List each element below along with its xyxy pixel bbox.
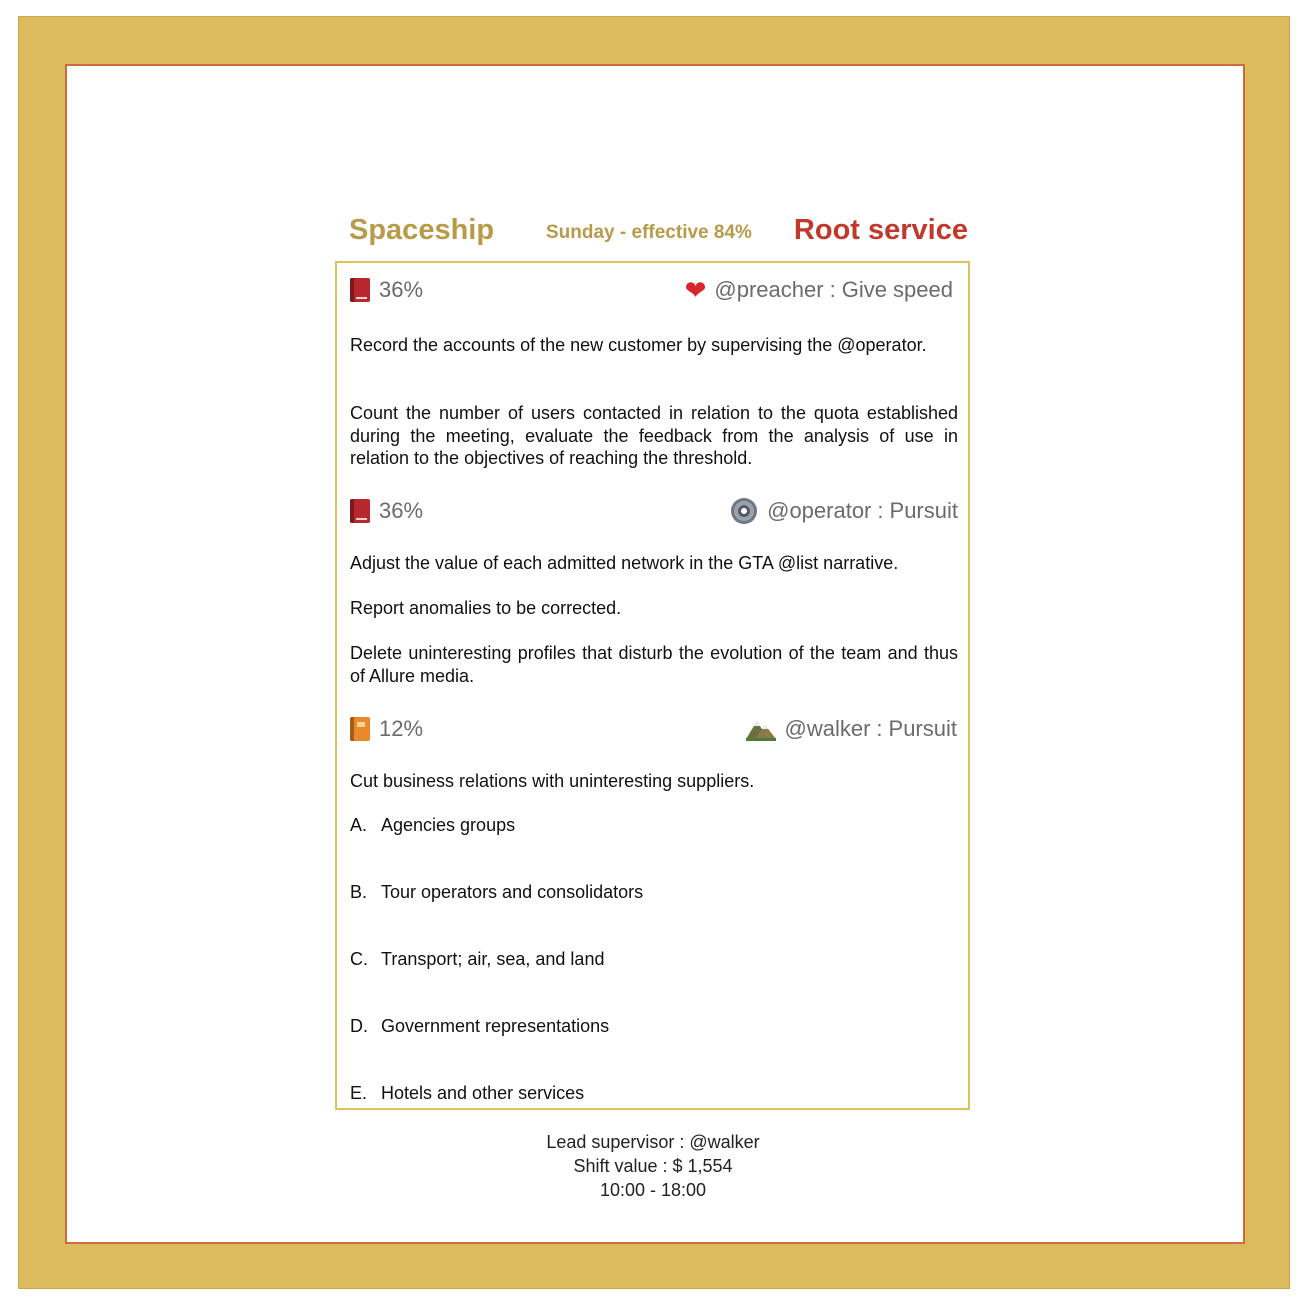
task-status: Pursuit: [889, 498, 958, 523]
footer: [336, 1130, 970, 1202]
task-percent: 36%: [379, 277, 424, 302]
task-header: [350, 277, 958, 307]
list-item: [350, 949, 604, 970]
lead-supervisor: Lead supervisor : @walker: [546, 1132, 760, 1152]
task-paragraph: Cut business relations with uninteresting suppliers.: [350, 771, 755, 791]
list-item: [350, 882, 643, 903]
task-owner: [685, 277, 953, 303]
task-paragraph: Record the accounts of the new customer by supervising the @operator.: [350, 335, 927, 355]
task-paragraph: Report anomalies to be corrected.: [350, 598, 622, 618]
gear-icon: [731, 498, 757, 524]
list-marker: B.: [350, 882, 368, 902]
list-item-text: Agencies groups: [381, 815, 516, 835]
task-status: Pursuit: [888, 716, 957, 741]
list-marker: D.: [350, 1016, 368, 1036]
list-item-text: Government representations: [381, 1016, 610, 1036]
list-marker: C.: [350, 949, 368, 969]
orange-book-icon: [350, 717, 370, 741]
list-item-text: Hotels and other services: [381, 1083, 585, 1103]
task-percent: 36%: [379, 498, 424, 523]
task-percent: 12%: [379, 716, 424, 741]
owner-separator: :: [877, 498, 884, 523]
header: [336, 212, 970, 252]
list-marker: E.: [350, 1083, 368, 1103]
shift-hours: 10:00 - 18:00: [599, 1180, 707, 1200]
list-item: [350, 1016, 609, 1037]
task-paragraph: Adjust the value of each admitted network in the GTA @list narrative.: [350, 553, 899, 573]
list-item: [350, 815, 515, 836]
heart-icon: ❤: [684, 275, 707, 305]
red-book-icon: [350, 499, 370, 523]
task-owner: [746, 716, 957, 742]
task-paragraph: Count the number of users contacted in relation to the quota established during the meeting, evaluate the feedback from the analysis of use in relation to the objectives of reaching the threshold.: [350, 403, 958, 468]
service-title: Root service: [793, 214, 968, 246]
page-title: Spaceship: [349, 214, 495, 246]
owner-separator: :: [829, 277, 836, 302]
task-header: [350, 498, 958, 528]
owner-handle[interactable]: @preacher: [714, 277, 824, 302]
task-paragraph: Delete uninteresting profiles that disturb the evolution of the team and thus of Allure media.: [350, 643, 958, 686]
owner-handle[interactable]: @walker: [784, 716, 871, 741]
shift-value: Shift value : $ 1,554: [573, 1156, 733, 1176]
task-status: Give speed: [841, 277, 953, 302]
task-header: [350, 716, 958, 746]
page-subtitle: Sunday - effective 84%: [546, 222, 752, 243]
task-progress: [350, 716, 423, 742]
task-progress: [350, 277, 423, 303]
mountain-icon: [746, 717, 776, 741]
task-progress: [350, 498, 423, 524]
list-item-text: Tour operators and consolidators: [381, 882, 644, 902]
list-item: [350, 1083, 584, 1104]
red-book-icon: [350, 278, 370, 302]
owner-separator: :: [876, 716, 883, 741]
task-owner: [731, 498, 958, 524]
owner-handle[interactable]: @operator: [767, 498, 872, 523]
list-item-text: Transport; air, sea, and land: [381, 949, 605, 969]
task-card: [335, 261, 970, 1110]
list-marker: A.: [350, 815, 368, 835]
